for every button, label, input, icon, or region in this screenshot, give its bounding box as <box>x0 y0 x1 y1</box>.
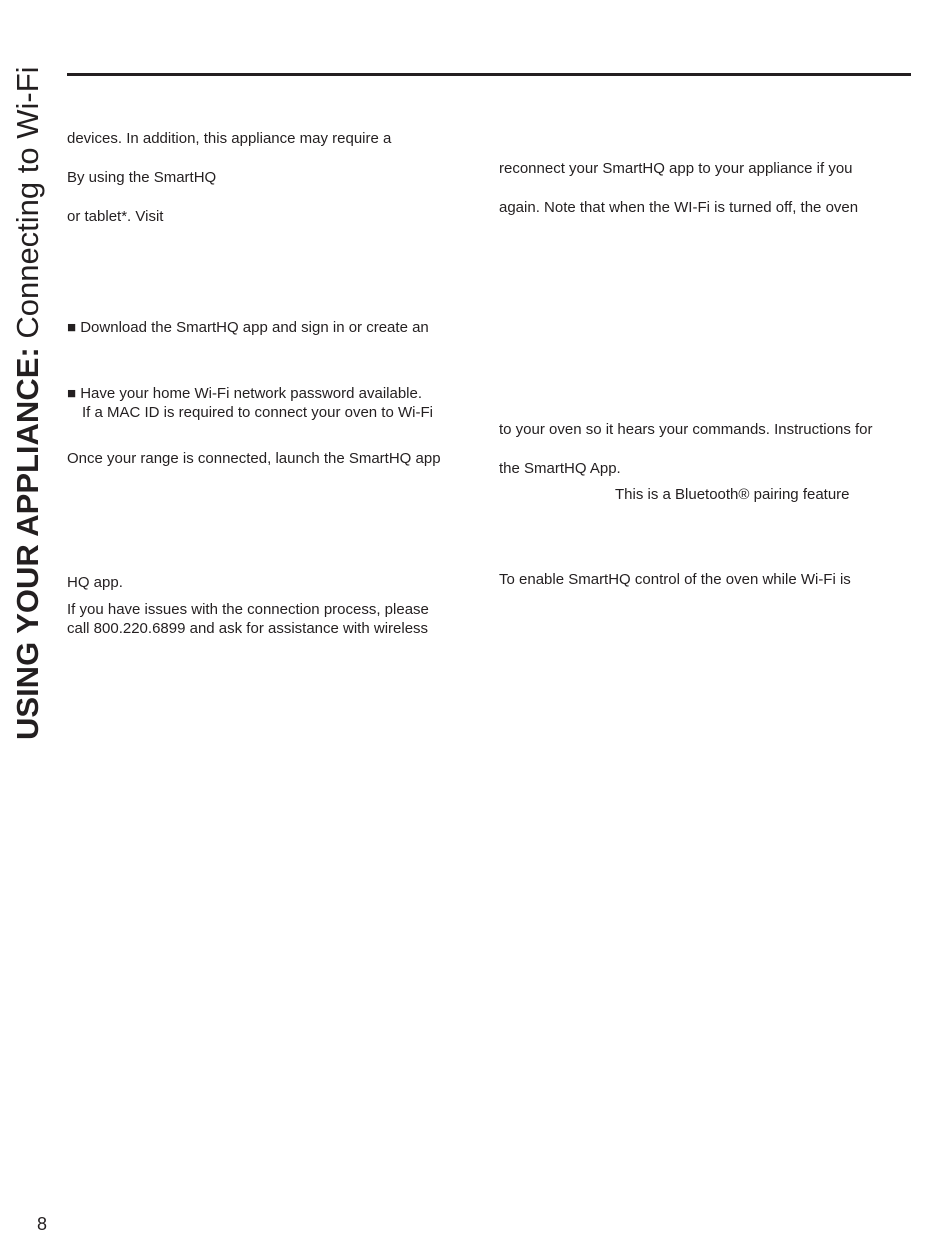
section-title <box>8 40 48 740</box>
right-text-line: reconnect your SmartHQ app to your appliance if you <box>499 160 853 177</box>
header-rule <box>67 73 911 76</box>
left-text-line: HQ app. <box>67 574 123 591</box>
right-text-line: to your oven so it hears your commands. Instructions for <box>499 421 873 438</box>
left-text-line: Once your range is connected, launch the SmartHQ app <box>67 450 441 467</box>
section-title-bold: USING YOUR APPLIANCE: <box>10 347 45 740</box>
left-text-line: devices. In addition, this appliance may require a <box>67 130 392 147</box>
right-text-line: again. Note that when the WI-Fi is turned off, the oven <box>499 199 859 216</box>
left-text-line: By using the SmartHQ <box>67 169 217 186</box>
left-text-line: If you have issues with the connection process, please <box>67 601 429 618</box>
page-number: 8 <box>37 1214 48 1234</box>
bullet-mac-id: If a MAC ID is required to connect your oven to Wi-Fi <box>82 404 433 421</box>
left-text-line: or tablet*. Visit <box>67 208 164 225</box>
right-text-line: the SmartHQ App. <box>499 460 621 477</box>
section-title-light: Connecting to Wi-Fi <box>10 66 45 348</box>
bullet-wifi-password: ■ Have your home Wi-Fi network password available. <box>67 385 423 402</box>
bluetooth-pairing-line: This is a Bluetooth® pairing feature <box>615 486 850 503</box>
bullet-download-app: ■ Download the SmartHQ app and sign in or create an <box>67 319 429 336</box>
right-text-line: To enable SmartHQ control of the oven while Wi-Fi is <box>499 571 851 588</box>
support-phone-line: call 800.220.6899 and ask for assistance with wireless <box>67 620 429 637</box>
